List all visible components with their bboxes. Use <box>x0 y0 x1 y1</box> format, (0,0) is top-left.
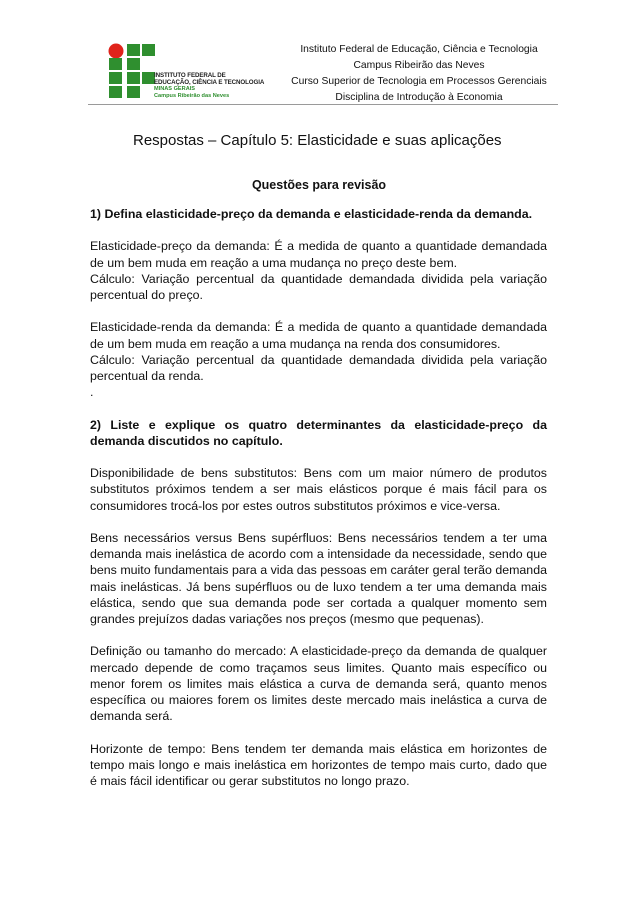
header-divider <box>88 104 558 105</box>
document-title: Respostas – Capítulo 5: Elasticidade e suas aplicações <box>133 132 502 149</box>
header-line-institute: Instituto Federal de Educação, Ciência e Tecnologia <box>300 44 538 55</box>
answer-1-income-calculation: Cálculo: Variação percentual da quantidade demandada dividida pela variação percentual da renda. <box>90 352 547 383</box>
header-line-discipline: Disciplina de Introdução à Economia <box>335 92 503 103</box>
answer-1-price-elasticity: Elasticidade-preço da demanda: É a medida de quanto a quantidade demandada de um bem muda em reação a uma mudança no preço deste bem. <box>90 239 547 270</box>
determinant-market-definition: Definição ou tamanho do mercado: A elasticidade-preço da demanda de qualquer mercado depende de como traçamos seus limites. Quanto mais específico ou menor forem os limites mais elástica a curva de demanda será, quanto menos específica ou maiores forem os limites deste mercado mais inelástica a curva de demanda será. <box>90 644 547 724</box>
logo-line-1: INSTITUTO FEDERAL DE <box>154 72 226 79</box>
answer-1-trailing-dot: . <box>90 385 94 400</box>
section-subtitle: Questões para revisão <box>251 178 387 192</box>
logo-line-2: EDUCAÇÃO, CIÊNCIA E TECNOLOGIA <box>154 79 265 86</box>
header-institution-info <box>278 42 560 106</box>
determinant-time-horizon: Horizonte de tempo: Bens tendem ter demanda mais elástica em horizontes de tempo mais longo e mais inelástica em horizontes de tempo mais curto, dado que é mais fácil identificar ou gerar substitutos no longo prazo. <box>90 741 547 788</box>
institution-logo <box>105 42 265 100</box>
document-body <box>90 206 547 805</box>
header-line-course: Curso Superior de Tecnologia em Processos Gerenciais <box>291 76 547 87</box>
header-line-campus: Campus Ribeirão das Neves <box>353 60 485 71</box>
logo-line-4: Campus Ribeirão das Neves <box>154 93 230 99</box>
answer-1-income-elasticity: Elasticidade-renda da demanda: É a medida de quanto a quantidade demandada de um bem muda em reação a uma mudança na renda dos consumidores. <box>90 320 547 351</box>
logo-text <box>154 72 269 100</box>
determinant-substitutes: Disponibilidade de bens substitutos: Bens com um maior número de produtos substitutos próximos tendem a ser mais elásticos porque é mais fácil para os consumidores trocá-los por estes outros substitutos próximos e vice-versa. <box>90 466 547 513</box>
logo-line-3: MINAS GERAIS <box>154 86 196 92</box>
question-1: 1) Defina elasticidade-preço da demanda e elasticidade-renda da demanda. <box>90 207 533 221</box>
answer-1-price-calculation: Cálculo: Variação percentual da quantidade demandada dividida pela variação percentual do preço. <box>90 271 547 302</box>
determinant-necessities-vs-luxuries: Bens necessários versus Bens supérfluos: Bens necessários tendem a ter uma demanda mais inelástica de acordo com a intensidade da necessidade, sendo que bens muito fundamentais para a vida das pessoas em caráter geral terão demanda mais inelásticas. Já bens supérfluos ou de luxo tendem a ter uma demanda mais elástica, sendo que sua demanda pode ser cortada a qualquer momento sem grandes prejuízos dadas variações nos preços (mesmo que pequenas). <box>90 530 547 626</box>
question-2: 2) Liste e explique os quatro determinantes da elasticidade-preço da demanda discutidos no capítulo. <box>90 417 547 448</box>
